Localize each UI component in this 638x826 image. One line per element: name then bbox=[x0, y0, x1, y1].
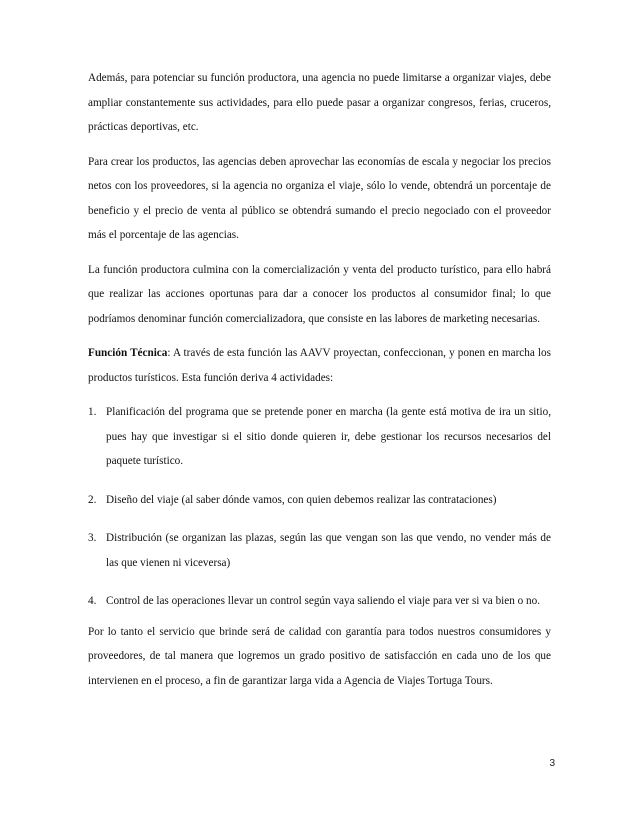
list-number: 2. bbox=[88, 493, 97, 506]
list-text: Distribución (se organizan las plazas, según las que vengan son las que vendo, no vender más de las que vienen ni viceversa) bbox=[106, 532, 551, 569]
funcion-tecnica-text: : A través de esta función las AAVV proyectan, confeccionan, y ponen en marcha los productos turísticos. Esta función deriva 4 actividades: bbox=[88, 347, 551, 384]
closing-paragraph: Por lo tanto el servicio que brinde será de calidad con garantía para todos nuestros consumidores y proveedores, de tal manera que logremos un grado positivo de satisfacción en cada uno de los que intervienen en el proceso, a fin de garantizar larga vida a Agencia de Viajes Tortuga Tours. bbox=[88, 625, 551, 687]
paragraph-3: La función productora culmina con la comercialización y venta del producto turístico, para ello habrá que realizar las acciones oportunas para dar a conocer los productos al consumidor final; lo que podríamos denominar función comercializadora, que consiste en las labores de marketing necesarias. bbox=[88, 263, 551, 325]
list-text: Planificación del programa que se pretende poner en marcha (la gente está motiva de ira un sitio, pues hay que investigar si el sitio donde quieren ir, debe gestionar los recursos necesarios del paquete turístico. bbox=[106, 406, 551, 467]
paragraph-1: Además, para potenciar su función productora, una agencia no puede limitarse a organizar viajes, debe ampliar constantemente sus actividades, para ello puede pasar a organizar congresos, ferias, cruceros, prácticas deportivas, etc. bbox=[88, 72, 551, 133]
list-item bbox=[88, 589, 551, 614]
funcion-tecnica-heading: Función Técnica bbox=[88, 347, 168, 359]
list-item bbox=[88, 400, 551, 474]
list-number: 1. bbox=[88, 406, 97, 418]
list-number: 4. bbox=[88, 595, 97, 607]
list-text: Diseño del viaje (al saber dónde vamos, con quien debemos realizar las contrataciones) bbox=[106, 493, 497, 506]
list-item bbox=[88, 488, 551, 513]
document-page bbox=[88, 66, 551, 703]
paragraph-2: Para crear los productos, las agencias deben aprovechar las economías de escala y negociar los precios netos con los proveedores, si la agencia no organiza el viaje, sólo lo vende, obtendrá un porcentaje de beneficio y el precio de venta al público se obtendrá sumando el precio negociado con el proveedor más el porcentaje de las agencias. bbox=[88, 155, 551, 241]
list-number: 3. bbox=[88, 532, 97, 544]
paragraph-funcion-tecnica bbox=[88, 341, 551, 390]
list-text: Control de las operaciones llevar un control según vaya saliendo el viaje para ver si va bien o no. bbox=[106, 595, 540, 607]
page-number: 3 bbox=[549, 758, 555, 769]
list-item bbox=[88, 526, 551, 575]
